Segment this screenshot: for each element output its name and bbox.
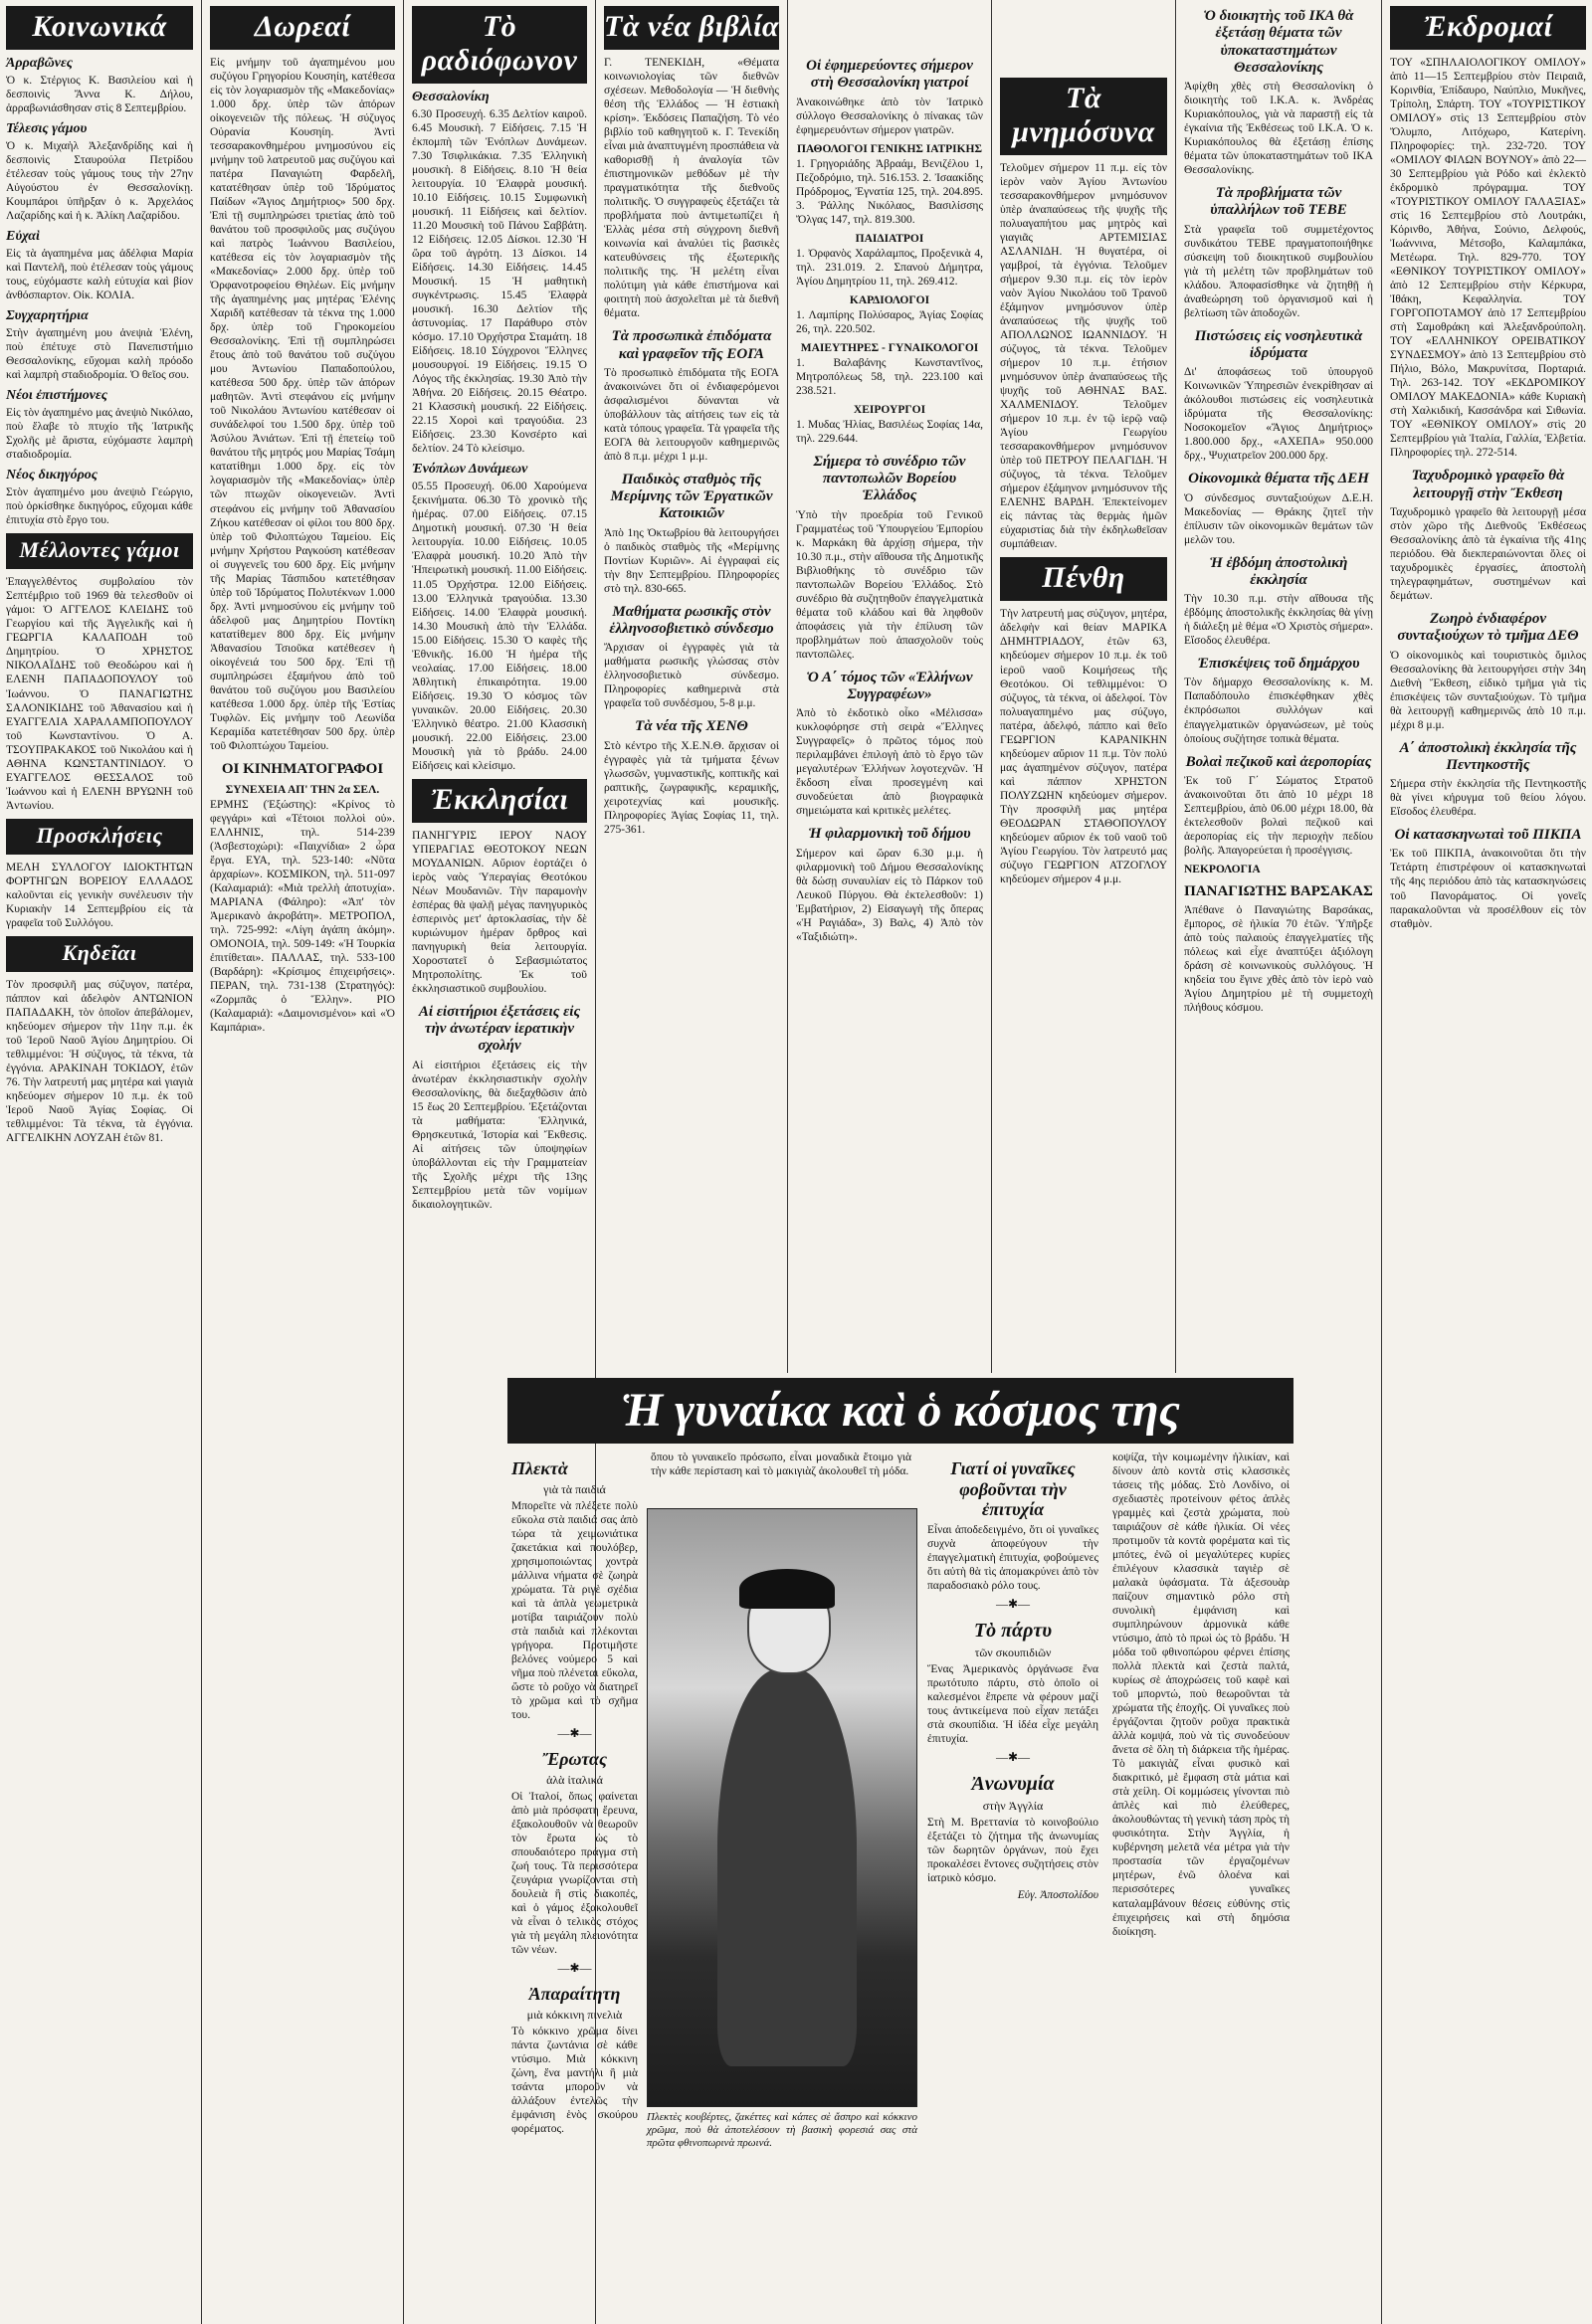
- article-subtitle: μιὰ κόκκινη πινελιὰ: [526, 2007, 623, 2022]
- section-title: Εὐχαὶ: [6, 229, 40, 245]
- article-title: Οἱ κατασκηνωταὶ τοῦ ΠΙΚΠΑ: [1394, 827, 1582, 844]
- article-title: Τὰ προσωπικὰ ἐπιδόματα καὶ γραφεῖον τῆς ΕΟΓΑ: [611, 328, 772, 362]
- list-heading: ΠΑΙΔΙΑΤΡΟΙ: [855, 232, 924, 245]
- article-text: Ἕνας Ἀμερικανὸς ὀργάνωσε ἕνα πρωτότυπο πάρτυ, στὸ ὁποῖο οἱ καλεσμένοι ἔπρεπε νὰ φέρουν μαζί τους ἀντικείμενα ποὺ εἶχαν πετάξει στὰ σκουπίδια. Ἡ ἰδέα εἶχε μεγάλη ἐπιτυχία.: [927, 1663, 1098, 1746]
- article-title: Ἔρωτας: [541, 1748, 608, 1769]
- column-doctors: [790, 0, 989, 1378]
- section-title: Συγχαρητήρια: [6, 308, 89, 324]
- doctor-list: 1. Γρηγοριάδης Ἀβραάμ, Βενιζέλου 1, Πεζοδρόμιο, τηλ. 516.153. 2. Ἰσαακίδης Πρόδρομος, Ἐγνατία 125, τηλ. 204.895. 3. Ῥάλλης Νικόλαος, Βασιλίσσης Ὄλγας 147, τηλ. 819.300.: [796, 157, 983, 226]
- article-title: Πλεκτὰ: [511, 1458, 568, 1478]
- women-section-title: Ἡ γυναίκα καὶ ὁ κόσμος της: [507, 1378, 1294, 1444]
- column-divider: [1175, 0, 1176, 1373]
- article-title: Ἡ φιλαρμονικὴ τοῦ δήμου: [808, 826, 971, 843]
- article-title: Ζωηρὸ ἐνδιαφέρον συνταξιούχων τὸ τμῆμα ΔΕΘ: [1397, 611, 1579, 645]
- article-title: Α΄ ἀποστολικὴ ἐκκλησία τῆς Πεντηκοστῆς: [1399, 739, 1577, 773]
- column-new-books: [598, 0, 785, 1378]
- article-text: Τὸ κόκκινο χρῶμα δίνει πάντα ζωντάνια σὲ κάθε ντύσιμο. Μιὰ κόκκινη ζώνη, ἕνα μαντήλι ἢ μιὰ τσάντα μποροῦν νὰ ἀλλάξουν ἐντελῶς τὴν ἐμφάνιση ἑνὸς σκούρου φορέματος.: [511, 2025, 638, 2135]
- article-text: Μπορεῖτε νὰ πλέξετε πολὺ εὔκολα στὰ παιδιά σας ἀπὸ τώρα τὰ χειμωνιάτικα ζακετάκια καὶ πουλόβερ, χρησιμοποιώντας χοντρὰ μάλλινα νήματα σὲ ζωηρὰ χρώματα. Τὰ ριγὲ σχέδια καὶ τὰ ἁπλὰ γεωμετρικὰ μοτίβα ταιριάζουν πολὺ στὰ παιδιὰ καὶ πλέκονται γρήγορα. Προτιμῆστε βελόνες νούμερο 5 καὶ νῆμα ποὺ πλένεται εὔκολα, ὥστε τὸ ροῦχο νὰ διατηρεῖ τὸ χρῶμα καὶ τὸ σχῆμα του.: [511, 1499, 638, 1721]
- article-title: Ταχυδρομικὸ γραφεῖο θὰ λειτουργῇ στὴν Ἔκθεση: [1411, 468, 1565, 501]
- section-text: Ὁ κ. Στέργιος Κ. Βασιλείου καὶ ἡ δεσποινὶς Ἄννα Κ. Δήλου, ἀρραβωνιάσθησαν στὶς 8 Σεπτεμβρίου.: [6, 75, 193, 115]
- article-text: Ἐκ τοῦ ΠΙΚΠΑ, ἀνακοινοῦται ὅτι τὴν Τετάρτη ἐπιστρέφουν οἱ κατασκηνωταὶ τῆς 4ης περιόδου ἀπὸ τὰς κατασκηνώσεις τοῦ Πανοράματος. Οἱ γονεῖς παρακαλοῦνται νὰ προσέλθουν εἰς τὸν σταθμὸν.: [1390, 848, 1586, 930]
- article-title: Μαθήματα ρωσικῆς στὸν ἑλληνοσοβιετικὸ σύνδεσμο: [609, 603, 774, 637]
- section-header-churches: Ἐκκλησίαι: [412, 779, 587, 823]
- article-text: Ὁ οἰκονομικὸς καὶ τουριστικὸς ὅμιλος Θεσσαλονίκης θὰ λειτουργήσει στὴν 34η Διεθνὴ Ἔκθεση, εἰδικὸ τμῆμα γιὰ τὶς ἐπισκέψεις τῶν συνταξιούχων. Τὸ τμῆμα θὰ λειτουργῇ καθημερινῶς ἀπὸ 10 π.μ. μέχρι 8 μ.μ.: [1390, 649, 1586, 731]
- invitations-text: ΜΕΛΗ ΣΥΛΛΟΓΟΥ ΙΔΙΟΚΤΗΤΩΝ ΦΟΡΤΗΓΩΝ ΒΟΡΕΙΟΥ ΕΛΛΑΔΟΣ καλοῦνται εἰς γενικὴν συνέλευσιν τὴν Κυριακὴν 14 Σεπτεμβρίου εἰς τὰ γραφεῖα τοῦ Συλλόγου.: [6, 861, 193, 929]
- article-text: Εἶναι ἀποδεδειγμένο, ὅτι οἱ γυναῖκες συχνὰ ἀποφεύγουν τὴν ἐπαγγελματικὴ ἐπιτυχία, φοβούμενες ὅτι αὐτὴ θὰ τὶς ἀπομακρύνει ἀπὸ τὸν παραδοσιακὸ ρόλο τους.: [927, 1524, 1098, 1593]
- article-title: Τὰ προβλήματα τῶν ὑπαλλήλων τοῦ ΤΕΒΕ: [1210, 185, 1347, 219]
- article-text: Τὸν δήμαρχο Θεσσαλονίκης κ. Μ. Παπαδόπουλο ἐπισκέφθηκαν χθὲς ἐκπρόσωποι συλλόγων καὶ ἐπαγγελματικῶν ὀργανώσεων, μὲ τοὺς ὁποίους συζήτησε τοπικὰ θέματα.: [1184, 677, 1373, 745]
- article-text: Ταχυδρομικὸ γραφεῖο θὰ λειτουργῇ μέσα στὸν χῶρο τῆς Διεθνοῦς Ἐκθέσεως Θεσσαλονίκης ἀπὸ τὰ ἐγκαίνια τῆς 41ης περιόδου. Θὰ διεκπεραιώνονται ὅλες οἱ ταχυδρομικὲς ἐργασίες, ἀποστολὴ τηλεγραφημάτων, συστημένων καὶ δεμάτων.: [1390, 505, 1586, 603]
- section-text: Εἰς τὰ ἀγαπημένα μας ἀδέλφια Μαρία καὶ Παντελῆ, ποὺ ἐτέλεσαν τοὺς γάμους τους, εὐχόμαστε καλὴ εὐτυχία καὶ βίον ἀνθόσπαρτον. Οἰκ. ΚΟΛΙΑ.: [6, 248, 193, 302]
- article-title: Βολαὶ πεζικοῦ καὶ ἀεροπορίας: [1185, 753, 1372, 770]
- article-text: Ἀνακοινώθηκε ἀπὸ τὸν Ἰατρικὸ σύλλογο Θεσσαλονίκης ὁ πίνακας τῶν ἐφημερευόντων σήμερον γιατρῶν.: [796, 96, 983, 136]
- separator-star: —✱—: [557, 1960, 592, 1975]
- article-text: Ὁ σύνδεσμος συνταξιούχων Δ.Ε.Η. Μακεδονίας — Θράκης ζητεῖ τὴν ἐπίλυσιν τῶν οἰκονομικῶν θεμάτων τῶν μελῶν του.: [1184, 491, 1373, 546]
- section-header-future-weddings: Μέλλοντες γάμοι: [6, 533, 193, 569]
- author-signature: Εὐγ. Ἀποστολίδου: [1017, 1889, 1098, 1902]
- separator-star: —✱—: [557, 1725, 592, 1740]
- column-excursions: [1384, 0, 1592, 2324]
- article-text: Ἀφίχθη χθὲς στὴ Θεσσαλονίκη ὁ διοικητὴς τοῦ Ι.Κ.Α. κ. Ἀνδρέας Κυριακόπουλος, γιὰ νὰ παραστῇ εἰς τὰ ἐγκαίνια τῆς Ἐκθέσεως τοῦ Ι.Κ.Α. Ὁ κ. Κυριακόπουλος θὰ ἐξετάσῃ ἐπίσης θέματα τῶν ὑποκαταστημάτων τοῦ ΙΚΑ Θεσσαλονίκης.: [1184, 81, 1373, 177]
- article-title: Πιστώσεις εἰς νοσηλευτικὰ ἱδρύματα: [1194, 327, 1363, 361]
- cinemas-text: ΕΡΜΗΣ (Ἐξώστης): «Κρίνος τὸ φεγγάρι» καὶ «Τέτοιοι πολλοὶ οὐ». ΕΛΛΗΝΙΣ, τηλ. 514-239 (Ἀσβεστοχώρι): «Παιχνίδια» 2 ὧρα ἔργα. ΕΥΑ, τηλ. 523-140: «Νῦτα ἀρχαρίων». ΚΟΣΜΙΚΟΝ, τηλ. 511-097 (Καλαμαριά): «Μιὰ τρελλὴ ἀποτυχία». ΜΑΡΙΑΝΑ (Φάληρο): «Ἀπ' τὸν Ἀμερικανὸ ἀκροβάτη». ΜΕΤΡΟΠΟΛ, τηλ. 725-992: «Λίγη ἀγάπη ἀκόμη». ΟΜΟΝΟΙΑ, τηλ. 509-149: «Ἡ Τουρκία ἐπιτίθεται». ΠΑΛΛΑΣ, τηλ. 533-100 (Βαρδάρη): «Κρίσιμος ἐπιχειρήσεις». ΠΕΡΑΝ, τηλ. 731-138 (Στρατηγός): «Ζορμπᾶς ὁ Ἕλλην». ΡΙΟ (Καλαμαριά): «Δαιμονισμένοι» καὶ «Ὁ Καμπάρια».: [210, 799, 395, 1035]
- article-text: Σήμερα στὴν ἐκκλησία τῆς Πεντηκοστῆς θὰ γίνει κήρυγμα τοῦ θείου λόγου. Εἴσοδος ἐλευθέρα.: [1390, 778, 1586, 819]
- doctor-list: 1. Λαμπίρης Πολύσαρος, Ἁγίας Σοφίας 26, τηλ. 220.502.: [796, 308, 983, 335]
- obituary-text: Ἀπέθανε ὁ Παναγιώτης Βαρσάκας, ἔμπορος, σὲ ἡλικία 70 ἐτῶν. Ὑπῆρξε ἀπὸ τοὺς παλαιοὺς ἐπαγγελματίες τῆς πόλεως καὶ εἶχε ἀναπτύξει ἀξιόλογη δράση σὲ κοινωνικοὺς συλλόγους. Ἡ κηδεία του ἔγινε χθὲς ἀπὸ τὸν ἱερὸ ναὸ Ἁγίου Δημητρίου μὲ τὴ συμμετοχὴ πλήθους κόσμου.: [1184, 904, 1373, 1015]
- article-text: Ἄρχισαν οἱ ἐγγραφὲς γιὰ τὰ μαθήματα ρωσικῆς γλώσσας στὸν ἑλληνοσοβιετικὸ σύνδεσμο. Πληροφορίες καθημερινὰ στὰ γραφεῖα τοῦ συνδέσμου, 5-8 μ.μ.: [604, 642, 779, 710]
- doctor-list: 1. Ὀρφανὸς Χαράλαμπος, Προξενικὰ 4, τηλ. 231.019. 2. Σπανοὺ Δήμητρα, Ἁγίου Δημητρίου 11, τηλ. 269.412.: [796, 247, 983, 288]
- section-header-mourning: Πένθη: [1000, 557, 1167, 601]
- article-text: Ἐκ τοῦ Γ΄ Σώματος Στρατοῦ ἀνακοινοῦται ὅτι ἀπὸ 10 μέχρι 18 Σεπτεμβρίου, ἀπὸ 06.00 μέχρι 18.00, θὰ ἐκτελεσθοῦν βολαὶ πεζικοῦ καὶ ἀεροπορίας εἰς τὴν περιοχὴν πεδίου βολῆς. Ἀπαγορεύεται ἡ προσέγγισις.: [1184, 774, 1373, 857]
- mourning-text: Τὴν λατρευτή μας σύζυγον, μητέρα, ἀδελφὴν καὶ θείαν ΜΑΡΙΚΑ ΔΗΜΗΤΡΙΑΔΟΥ, ἐτῶν 63, κηδεύομεν σήμερον 10 π.μ. ἐκ τοῦ ἱεροῦ ναοῦ Κοιμήσεως τῆς Θεοτόκου. Οἱ τεθλιμμένοι: Ὁ σύζυγος, τὰ τέκνα, οἱ ἀδελφοί. Τὸν πολυαγαπημένο μας σύζυγο, πατέρα, ἀδελφό, πάππο καὶ θεῖο ΓΕΩΡΓΙΟΝ ΚΑΡΑΝΙΚΗΝ κηδεύομεν αὔριον 11 π.μ. Τὸν πολύ μας ἀγαπημένον σύζυγον, πατέρα καὶ πάππον ΧΡΗΣΤΟΝ ΠΟΛΥΖΩΗΝ κηδεύομεν σήμερον. Τὴν προσφιλῆ μας μητέρα ΘΕΟΔΩΡΑΝ ΣΤΑΘΟΠΟΥΛΟΥ κηδεύομεν αὔριον ἐκ τοῦ ναοῦ τοῦ Ἁγίου Γεωργίου. Τὸν λατρευτό μας σύζυγο ΓΕΩΡΓΙΟΝ ΑΤΖΟΓΛΟΥ κηδεύομεν σήμερον 4 μ.μ.: [1000, 608, 1167, 885]
- column-social: [0, 0, 199, 2324]
- cinemas-subtitle: ΣΥΝΕΧΕΙΑ ΑΠ' ΤΗΝ 2α ΣΕΛ.: [225, 784, 380, 797]
- article-title: Οἱ ἐφημερεύοντες σήμερον στὴ Θεσσαλονίκη γιατροί: [806, 58, 973, 92]
- section-header-funerals: Κηδεῖαι: [6, 936, 193, 972]
- radio-schedule: 6.30 Προσευχή. 6.35 Δελτίον καιροῦ. 6.45 Μουσικὴ. 7 Εἰδήσεις. 7.15 Ἡ ἐκπομπὴ τῶν Ἐνόπλων Δυνάμεων. 7.30 Τσιφλικάκια. 7.35 Ἑλληνικὴ μουσικὴ. 8 Εἰδήσεις. 8.10 Ἡ θεία λειτουργία. 10 Ἐλαφρὰ μουσική. 10.10 Εἰδήσεις. 10.15 Συμφωνικὴ μουσική. 11 Εἰδήσεις καὶ δελτίον. 11.20 Μουσικὴ τοῦ Πάνου Σαββάτη. 12 Εἰδήσεις. 12.05 Δίσκοι. 12.30 Ἡ ὥρα τοῦ ἀγρότη. 13 Δίσκοι. 14 Εἰδήσεις. 14.30 Εἰδήσεις. 14.45 Μουσική. 15 Ἡ μαθητικὴ συγκέντρωσις. 15.45 Ἐλαφρὰ μουσική. 16.30 Δελτίον τῆς ἀστυνομίας. 17 Παράθυρο στὸν κόσμο. 17.10 Ὀρχήστρα Σταμάτη. 18 Εἰδήσεις. 18.10 Σύγχρονοι Ἕλληνες μουσουργοί. 19 Εἰδήσεις. 19.15 Ὁ Λόγος τῆς ἐκκλησίας. 19.30 Ἀπὸ τὴν Ἀθήνα. 20 Εἰδήσεις. 20.15 Θέατρο. 21 Κλασσικὴ μουσική. 22 Εἰδήσεις. 22.15 Χοροὶ καὶ τραγούδια. 23 Εἰδήσεις. 23.30 Κονσέρτο καὶ δελτίον. 24 Τὸ κλείσιμο.: [412, 108, 587, 456]
- funerals-text: Τὸν προσφιλῆ μας σύζυγον, πατέρα, πάππον καὶ ἀδελφὸν ΑΝΤΩΝΙΟΝ ΠΑΠΑΔΑΚΗ, τὸν ὁποῖον ἀπεβάλομεν, κηδεύομεν σήμερον τὴν 11ην π.μ. ἐκ τοῦ Ἱεροῦ Ναοῦ Ἁγίου Δημητρίου. Οἱ τεθλιμμένοι: Ἡ σύζυγος, τὰ τέκνα, τὰ ἐγγόνια. ΑΡΑΚΙΝΑΗ ΤΟΚΙΔΟΥ, ἐτῶν 76. Τὴν λατρευτή μας μητέρα καὶ γιαγιὰ κηδεύομεν σήμερον 10 π.μ. ἐκ τοῦ Ἱεροῦ Ναοῦ Ἁγίας Σοφίας. Οἱ τεθλιμμένοι: Τὰ τέκνα, τὰ ἐγγόνια. ΑΓΓΕΛΙΚΗΝ ΛΟΥΖΑΗ ἐτῶν 81.: [6, 978, 193, 1144]
- article-text: Αἱ εἰσιτήριοι ἐξετάσεις εἰς τὴν ἀνωτέραν ἐκκλησιαστικὴν σχολὴν Θεσσαλονίκης, θὰ διεξαχθῶσιν ἀπὸ 15 ἕως 20 Σεπτεμβρίου. Ἐξετάζονται τὰ μαθήματα: Ἑλληνικά, Θρησκευτικά, Ἱστορία καὶ Ἔκθεσις. Αἱ αἰτήσεις τῶν ὑποψηφίων ὑποβάλλονται εἰς τὴν Γραμματείαν τῆς Σχολῆς μέχρι τῆς 13ης Σεπτεμβρίου μετὰ τῶν νομίμων δικαιολογητικῶν.: [412, 1059, 587, 1211]
- donations-text: Εἰς μνήμην τοῦ ἀγαπημένου μου συζύγου Γρηγορίου Κουσηίη, κατέθεσα εἰς τὸν λογαριασμὸν τῆς «Μακεδονίας» 1.000 δρχ. ὑπὲρ τῶν ἀπόρων οἰκογενειῶν τῆς πόλεως. Ἡ σύζυγος Οὐρανία Κουσηίη. Ἀντὶ τεσσαρακονθημέρου μνημοσύνου εἰς μνήμην τοῦ λατρευτοῦ μας συζύγου καὶ πατέρα Παναγιώτη Φαρδελῆ, κατατέθησαν ὑπὲρ τοῦ Ἱδρύματος Παίδων «Ἅγιος Δημήτριος» 500 δρχ. Ἐπὶ τῇ συμπληρώσει τριετίας ἀπὸ τοῦ θανάτου τοῦ προσφιλοῦς μας συζύγου καὶ πατρὸς Ἰωάννου Βασιλείου, κατέθεσα εἰς τὸν λογαριασμὸν τῆς «Μακεδονίας» 2.000 δρχ. ὑπὲρ τοῦ Ὀρφανοτροφείου Θηλέων. Εἰς μνήμην τῆς ἀγαπημένης μας μητέρας Ἑλένης Χαριδῆ κατέθεσαν τὰ τέκνα της 1.000 δρχ. ὑπὲρ τοῦ Γηροκομείου Θεσσαλονίκης. Ἐπὶ τῇ συμπληρώσει ἔτους ἀπὸ τοῦ θανάτου τοῦ συζύγου μου Ἀντωνίου Παπαδοπούλου, κατέθεσα 500 δρχ. ὑπὲρ τῶν ἀπόρων μαθητῶν. Ἀντὶ στεφάνου εἰς μνήμην τοῦ Νικολάου Ἀντωνίου κατέθεσαν οἱ συνάδελφοί του 1.500 δρχ. ὑπὲρ τοῦ Ἀσύλου Ἀνιάτων. Ἐπὶ τῇ ἐπετείῳ τοῦ θανάτου τῆς μητρός μου Μαρίας Τσάμη κατατίθημι 1.000 δρχ. εἰς τὸν λογαριασμὸν τῆς «Μακεδονίας» ὑπὲρ τῶν πτωχῶν οἰκογενειῶν. Ἀντὶ στεφάνου εἰς μνήμην τοῦ Ἀθανασίου Ζήκου κατέθεσαν οἱ φίλοι του 800 δρχ. ὑπὲρ τοῦ Φιλοπτώχου Ταμείου. Εἰς μνήμην Χρήστου Ραγκούση κατέθεσαν οἱ συγγενεῖς του 600 δρχ. Εἰς μνήμην τῆς Μαρίας Τάσπιδου κατετέθησαν ὑπὲρ τοῦ Ἱδρύματος Πολυτέκνων 1.000 δρχ. Ἀντὶ μνημοσύνου εἰς μνήμην τοῦ ἀδελφοῦ μας Δημητρίου Ποντίκη κατατίθεμεν 800 δρχ. Εἰς μνήμην Ἀθανασίου Τσιοῦκα κατέθεσεν ἡ οἰκογένειά του 500 δρχ. Ἐπὶ τῇ συμπληρώσει ἐξαμήνου ἀπὸ τοῦ θανάτου τοῦ συζύγου μου Βασιλείου κατέθεσα 1.000 δρχ. ὑπὲρ τῆς Ἑστίας Τυφλῶν. Εἰς μνήμην τοῦ Λεωνίδα Κεραμίδα κατετέθησαν 500 δρχ. ὑπὲρ τοῦ Φιλοπτώχου Ταμείου.: [210, 57, 395, 752]
- article-title: Γιατί οἱ γυναῖκες φοβοῦνται τὴν ἐπιτυχία: [950, 1458, 1076, 1520]
- article-title: Οἰκονομικὰ θέματα τῆς ΔΕΗ: [1188, 471, 1369, 487]
- women-column-a: [507, 1451, 642, 2324]
- separator-star: —✱—: [995, 1597, 1031, 1612]
- article-title: Τὰ νέα τῆς ΧΕΝΘ: [635, 718, 748, 735]
- article-subtitle: τῶν σκουπιδιῶν: [974, 1646, 1052, 1660]
- photo-caption: Πλεκτὲς κουβέρτες, ζακέττες καὶ κάπες σὲ ἄσπρο καὶ κόκκινο χρῶμα, ποὺ θὰ ἀποτελέσουν τὴ βασικὴ φορεσιά σας στὰ πρῶτα φθινοπωρινὰ πρωινά.: [647, 2111, 917, 2150]
- column-divider: [201, 0, 202, 2324]
- excursions-text: ΤΟΥ «ΣΠΗΛΑΙΟΛΟΓΙΚΟΥ ΟΜΙΛΟΥ» ἀπὸ 11—15 Σεπτεμβρίου στὸν Πειραιᾶ, Κορινθία, Ἐπίδαυρο, Ναύπλιο, Μυκῆνες, Τρίπολη, Σπάρτη. ΤΟΥ «ΤΟΥΡΙΣΤΙΚΟΥ ΟΜΙΛΟΥ» στὶς 13 Σεπτεμβρίου στὸν Ὄλυμπο, Λιτόχωρο, Κατερίνη. Πληροφορίες: τηλ. 232-720. ΤΟΥ «ΟΜΙΛΟΥ ΦΙΛΩΝ ΒΟΥΝΟΥ» ἀπὸ 22—30 Σεπτεμβρίου γιὰ Ρόδο καὶ ἐκλεκτὸ ἐκδρομικὸ πρόγραμμα. ΤΟΥ «ΤΟΥΡΙΣΤΙΚΟΥ ΟΜΙΛΟΥ ΓΑΛΑΞΙΑΣ» στὶς 16 Σεπτεμβρίου στὸ Λουτράκι, Κόρινθο, Ἀθήνα, Σούνιο, Δελφούς, Ἰωάννινα, Μέτσοβο, Καλαμπάκα, Μετέωρα. Τηλ. 829-770. ΤΟΥ «ΕΘΝΙΚΟΥ ΤΟΥΡΙΣΤΙΚΟΥ ΟΜΙΛΟΥ» ἀπὸ 12 Σεπτεμβρίου στὴν Κέρκυρα, Ἰθάκη, Κεφαλληνία. ΤΟΥ ΓΟΡΓΟΠΟΤΑΜΟΥ ἀπὸ 17 Σεπτεμβρίου στὴ Σαμοθράκη καὶ Ἀλεξανδρούπολη. ΤΟΥ «ΕΛΛΗΝΙΚΟΥ ΟΡΕΙΒΑΤΙΚΟΥ ΣΥΝΔΕΣΜΟΥ» ἀπὸ 13 Σεπτεμβρίου στὸ Πήλιο, Βόλο, Μακρυνίτσα, Πορταριά. Τηλ. 263-142. ΤΟΥ «ΕΚΔΡΟΜΙΚΟΥ ΟΜΙΛΟΥ ΜΑΚΕΔΟΝΙΑ» κάθε Κυριακὴ στὴ Χαλκιδική, Κασσάνδρα καὶ Σιθωνία. ΤΟΥ «ΕΘΝΙΚΟΥ ΟΜΙΛΟΥ» στὶς 20 Σεπτεμβρίου γιὰ Ἰταλία, Γαλλία, Ἑλβετία. Πληροφορίες τηλ. 272-514.: [1390, 57, 1586, 460]
- article-title: Τὸ πάρτυ: [973, 1620, 1053, 1643]
- article-text: Οἱ Ἰταλοί, ὅπως φαίνεται ἀπὸ μιὰ πρόσφατη ἔρευνα, ἐξακολουθοῦν νὰ θεωροῦν τὸν ἔρωτα ὡς τὸ σπουδαιότερο πράγμα στὴ ζωή τους. Τὰ περισσότερα ζευγάρια γνωρίζονται στὴ δουλειὰ ἢ στὶς διακοπές, καὶ ὁ γάμος ἐξακολουθεῖ νὰ εἶναι ὁ τελικὸς στόχος γιὰ τὴ μεγάλη πλειονότητα τῶν νέων.: [511, 1790, 638, 1956]
- women-column-b: [923, 1451, 1102, 2324]
- obituary-name: ΠΑΝΑΓΙΩΤΗΣ ΒΑΡΣΑΚΑΣ: [1184, 882, 1373, 899]
- list-heading: ΜΑΙΕΥΤΗΡΕΣ - ΓΥΝΑΙΚΟΛΟΓΟΙ: [800, 341, 979, 354]
- books-text: Γ. ΤΕΝΕΚΙΔΗ, «Θέματα κοινωνιολογίας τῶν διεθνῶν σχέσεων. Μεθοδολογία — Ἡ διεθνὴς θέση τῆς Ἑλλάδος — Ἡ ἑστιακὴ κρίση». Ἐκδόσεις Παπαζήση. Τὸ νέο βιβλίο τοῦ καθηγητοῦ κ. Γ. Τενεκίδη εἶναι μιὰ ἀναπτυγμένη προσπάθεια νὰ καθορισθῇ ἡ ἀναλογία τῶν ἐπιστημονικῶν μεθόδων μὲ τὴν πραγματικότητα τῆς διεθνοῦς πολιτικῆς. Ὁ συγγραφεὺς ἐξετάζει τὰ προβλήματα ποὺ ἀντιμετωπίζει ἡ Ἑλλὰς μέσα στὴ σύγχρονη διεθνῆ κοινωνία καὶ ἀναλύει τὶς βασικὲς κατευθύνσεις τῆς ἐξωτερικῆς πολιτικῆς της. Ἡ μελέτη εἶναι πολύτιμη γιὰ κάθε ἐπιστήμονα καὶ φοιτητὴ ποὺ ἀσχολεῖται μὲ τὰ διεθνῆ θέματα.: [604, 57, 779, 320]
- article-subtitle: στὴν Ἀγγλία: [982, 1799, 1044, 1814]
- column-divider: [1381, 0, 1382, 2324]
- station-name: Ἐνόπλων Δυνάμεων: [412, 462, 528, 478]
- separator-star: —✱—: [995, 1750, 1031, 1765]
- section-title: Τέλεσις γάμου: [6, 121, 88, 137]
- section-header-memorials: Τὰ μνημόσυνα: [1000, 78, 1167, 155]
- station-name: Θεσσαλονίκη: [412, 90, 490, 104]
- women-column-b-top: [647, 1451, 915, 1506]
- list-heading: ΚΑΡΔΙΟΛΟΓΟΙ: [849, 293, 930, 306]
- photo-figure-body: [717, 1668, 857, 2066]
- section-title: Ἀρραβῶνες: [6, 56, 73, 71]
- section-header-donations: Δωρεαί: [210, 6, 395, 50]
- section-header-excursions: Ἐκδρομαί: [1390, 6, 1586, 50]
- women-section: [507, 1451, 1294, 2324]
- article-subtitle: γιὰ τὰ παιδιά: [543, 1481, 606, 1496]
- article-text: Ἀπὸ 1ης Ὀκτωβρίου θὰ λειτουργήσει ὁ παιδικὸς σταθμὸς τῆς «Μερίμνης Ποντίων Κυριῶν». Αἱ ἐγγραφαὶ εἰς τὴν 8ην Σεπτεμβρίου. Πληροφορίες στὸ τηλ. 830-665.: [604, 526, 779, 595]
- obituary-heading: ΝΕΚΡΟΛΟΓΙΑ: [1184, 863, 1261, 875]
- column-divider: [787, 0, 788, 1373]
- section-header-new-books: Τὰ νέα βιβλία: [604, 6, 779, 50]
- article-text: Ὑπὸ τὴν προεδρία τοῦ Γενικοῦ Γραμματέως τοῦ Ὑπουργείου Ἐμπορίου κ. Μαρκάκη θὰ ἀρχίσῃ σήμερα, τὴν 10.30 π.μ., στὴν αἴθουσα τῆς Δημοτικῆς Βιβλιοθήκης τὸ συνέδριο τῶν παντοπωλῶν Βορείου Ἑλλάδος. Στὸ συνέδριο θὰ συζητηθοῦν ἐπαγγελματικὰ θέματα τοῦ κλάδου καὶ θὰ ληφθοῦν ἀποφάσεις γιὰ τὴν ἐπίλυση τῶν προβλημάτων ποὺ ἀπασχολοῦν τοὺς παντοπῶλες.: [796, 508, 983, 661]
- column-donations: [204, 0, 401, 2324]
- article-title: Παιδικὸς σταθμὸς τῆς Μερίμνης τῶν Ἐργατικῶν Κατοικιῶν: [610, 471, 773, 522]
- section-header-social: Κοινωνικά: [6, 6, 193, 50]
- section-text: Εἰς τὸν ἀγαπημένο μας ἀνεψιὸ Νικόλαο, ποὺ ἔλαβε τὸ πτυχίο τῆς Ἰατρικῆς Σχολῆς μὲ ἄριστα, εὐχόμαστε λαμπρὴ σταδιοδρομία.: [6, 407, 193, 462]
- column-divider: [403, 0, 404, 2324]
- doctor-list: 1. Μυδας Ἠλίας, Βασιλέως Σοφίας 14α, τηλ. 229.644.: [796, 418, 983, 445]
- article-text: Σήμερον καὶ ὥραν 6.30 μ.μ. ἡ φιλαρμονικὴ τοῦ Δήμου Θεσσαλονίκης θὰ δώσῃ συναυλίαν εἰς τὸ Πάρκον τοῦ Λευκοῦ Πύργου. Θὰ ἐκτελεσθοῦν: 1) Ἐμβατήριον, 2) Εἰσαγωγὴ τῆς ὄπερας «Ἡ Ραγιάδα», 3) Βαλς, 4) Ἀπὸ τὸν «Ταξιδιώτη».: [796, 847, 983, 943]
- column-memorials: [994, 0, 1173, 1378]
- article-title: Ἡ ἐβδόμη ἀποστολικὴ ἐκκλησία: [1209, 554, 1348, 588]
- article-title: Ὁ διοικητὴς τοῦ ΙΚΑ θὰ ἐξετάσῃ θέματα τῶν ὑποκαταστημάτων Θεσσαλονίκης: [1203, 8, 1354, 76]
- doctor-list: 1. Βαλαβάνης Κωνσταντῖνος, Μητροπόλεως 58, τηλ. 223.100 καὶ 238.521.: [796, 356, 983, 397]
- radio-schedule: 05.55 Προσευχή. 06.00 Χαρούμενα ξεκινήματα. 06.30 Τὸ χρονικὸ τῆς ἡμέρας. 07.00 Εἰδήσεις. 07.15 Δημοτικὴ μουσική. 07.30 Ἡ θεία λειτουργία. 10.00 Εἰδήσεις. 10.05 Ἐλαφρὰ μουσική. 10.20 Ἀπὸ τὴν Ἡπειρωτικὴ μουσική. 11.00 Εἰδήσεις. 11.05 Ὀρχήστρα. 12.00 Εἰδήσεις. 13.00 Ἐλληνικὰ τραγούδια. 13.30 Εἰδήσεις. 14.00 Ἐλαφρὰ μουσική. 14.30 Μουσικὴ ἀπὸ τὴν Ἑλλάδα. 15.00 Εἰδήσεις. 15.30 Ὁ καφὲς τῆς Ἐθνικῆς. 16.00 Ἡ ἡμέρα τῆς νεολαίας. 17.00 Εἰδήσεις. 18.00 Ἀθλητικὴ ἐπικαιρότητα. 19.00 Εἰδήσεις. 19.30 Ὁ κόσμος τῶν γυναικῶν. 20.00 Εἰδήσεις. 20.30 Ἑλληνικὸ θέατρο. 21.00 Κλασσικὴ μουσική. 22.00 Εἰδήσεις. 23.00 Μουσικὴ γιὰ τὸ βράδυ. 24.00 Εἰδήσεις καὶ κλείσιμο.: [412, 481, 587, 772]
- section-text: Στὸν ἀγαπημένο μου ἀνεψιὸ Γεώργιο, ποὺ ὁρκίσθηκε δικηγόρος, εὔχομαι κάθε ἐπιτυχία στὸ ἔργο του.: [6, 486, 193, 527]
- cinemas-title: ΟΙ ΚΙΝΗΜΑΤΟΓΡΑΦΟΙ: [221, 760, 384, 777]
- section-header-invitations: Προσκλήσεις: [6, 819, 193, 855]
- article-title: Αἱ εἰσιτήριοι ἐξετάσεις εἰς τὴν ἀνωτέραν ἱερατικὴν σχολήν: [418, 1003, 581, 1055]
- list-heading: ΠΑΘΟΛΟΓΟΙ ΓΕΝΙΚΗΣ ΙΑΤΡΙΚΗΣ: [796, 142, 983, 155]
- article-title: Ὁ Α΄ τόμος τῶν «Ἑλλήνων Συγγραφέων»: [806, 669, 973, 702]
- article-text: Ἀπὸ τὸ ἐκδοτικὸ οἶκο «Μέλισσα» κυκλοφόρησε στὴ σειρὰ «Ἕλληνες Συγγραφεῖς» ὁ πρῶτος τόμος ποὺ περιλαμβάνει ἐπιλογὴ ἀπὸ τὸ ἔργο τῶν μεγαλυτέρων Ἑλλήνων λογοτεχνῶν. Ἡ ἔκδοση εἶναι προσεγμένη καὶ συνοδεύεται ἀπὸ βιογραφικὰ σημειώματα καὶ κριτικὲς μελέτες.: [796, 707, 983, 818]
- article-title: Ἀνωνυμία: [971, 1773, 1055, 1796]
- article-text: Στὴ Μ. Βρεττανία τὸ κοινοβούλιο ἐξετάζει τὸ ζήτημα τῆς ἀνωνυμίας τῶν δωρητῶν ὀργάνων, ποὺ ἔχει προκαλέσει ἔντονες συζητήσεις στὸν ἰατρικὸ κόσμο.: [927, 1817, 1098, 1885]
- article-title: Ἐπισκέψεις τοῦ δημάρχου: [1197, 656, 1360, 673]
- article-text: Στὸ κέντρο τῆς Χ.Ε.Ν.Θ. ἄρχισαν οἱ ἐγγραφὲς γιὰ τὰ τμήματα ξένων γλωσσῶν, γυμναστικῆς, κοπτικῆς καὶ ραπτικῆς, ζωγραφικῆς, κεραμικῆς, χειροτεχνίας καὶ μουσικῆς. Πληροφορίες Ἁγίας Σοφίας 11, τηλ. 275-361.: [604, 739, 779, 836]
- article-text: ὅπου τὸ γυναικεῖο πρόσωπο, εἶναι μοναδικὰ ἔτοιμο γιὰ τὴν κάθε περίσταση καὶ τὸ μακιγιὰζ ἀκολουθεῖ τὴ μόδα.: [651, 1452, 911, 1478]
- column-divider: [991, 0, 992, 1373]
- article-text: Τὸ προσωπικὸ ἐπιδόματα τῆς ΕΟΓΑ ἀνακοινώνει ὅτι οἱ ἐνδιαφερόμενοι ἀσφαλισμένοι δύνανται νὰ ὑποβάλλουν τὰς αἰτήσεις των εἰς τὰ κατὰ τόπους γραφεῖα. Τὰ γραφεῖα τῆς ΕΟΓΑ θὰ λειτουργοῦν καθημερινῶς ἀπὸ 8 π.μ. μέχρι 1 μ.μ.: [604, 366, 779, 463]
- woman-photo: [647, 1508, 917, 2107]
- photo-figure-hat: [739, 1569, 835, 1609]
- list-heading: ΧΕΙΡΟΥΡΓΟΙ: [853, 403, 926, 416]
- section-text: Ὁ κ. Μιχαὴλ Ἀλεξανδρίδης καὶ ἡ δεσποινὶς Σταυρούλα Πετρίδου ἐτέλεσαν τοὺς γάμους τους τὴν 27ην Αὐγούστου ἐν Θεσσαλονίκῃ. Κουμπάροι ὑπῆρξαν ὁ κ. Ἀρχελάος Λαζαρίδης καὶ ἡ κ. Ἀλίκη Λαζαρίδου.: [6, 140, 193, 223]
- future-weddings-text: Ἐπαγγελθέντος συμβολαίου τὸν Σεπτέμβριο τοῦ 1969 θὰ τελεσθοῦν οἱ γάμοι: Ὁ ΑΓΓΕΛΟΣ ΚΛΕΙΔΗΣ τοῦ Γεωργίου καὶ τῆς Ἀγγελικῆς καὶ ἡ ΓΕΩΡΓΙΑ ΚΑΛΑΠΟΔΗ τοῦ Δημητρίου. Ὁ ΧΡΗΣΤΟΣ ΝΙΚΟΛΑΪΔΗΣ τοῦ Θεοδώρου καὶ ἡ ΕΛΕΝΗ ΠΑΠΑΔΟΠΟΥΛΟΥ τοῦ Ἰωάννου. Ὁ ΠΑΝΑΓΙΩΤΗΣ ΣΑΛΟΝΙΚΙΔΗΣ τοῦ Ἀθανασίου καὶ ἡ ΕΥΑΓΓΕΛΙΑ ΧΑΡΑΛΑΜΠΟΠΟΥΛΟΥ τοῦ Κωνσταντίνου. Ὁ Α. ΤΣΟΥΠΡΑΚΑΚΟΣ τοῦ Νικολάου καὶ ἡ ΑΘΗΝΑ ΚΩΝΣΤΑΝΤΙΝΙΔΟΥ. Ὁ ΕΥΑΓΓΕΛΟΣ ΘΕΣΣΑΛΟΣ τοῦ Ἰωάννου καὶ ἡ ΕΛΕΝΗ ΒΡΥΩΝΗ τοῦ Ἀντωνίου.: [6, 576, 193, 812]
- women-column-c: [1108, 1451, 1294, 2324]
- section-title: Νέοι ἐπιστήμονες: [6, 388, 107, 404]
- section-title: Νέος δικηγόρος: [6, 468, 99, 484]
- article-title: Ἀπαραίτητη: [528, 1983, 621, 2004]
- article-text: Δι' ἀποφάσεως τοῦ ὑπουργοῦ Κοινωνικῶν Ὑπηρεσιῶν ἐνεκρίθησαν αἱ ἀκόλουθοι πιστώσεις εἰς νοσηλευτικὰ ἱδρύματα τῆς Θεσσαλονίκης: Νοσοκομεῖον «Ἅγιος Δημήτριος» 1.800.000 δρχ., «ΑΧΕΠΑ» 950.000 δρχ., Ψυχιατρεῖον 200.000 δρχ.: [1184, 366, 1373, 463]
- article-subtitle: ἀλὰ ἰταλικά: [546, 1772, 603, 1787]
- section-header-radio: Τὸ ραδιόφωνον: [412, 6, 587, 84]
- article-text: Στὰ γραφεῖα τοῦ συμμετέχοντος συνδικάτου ΤΕΒΕ πραγματοποιήθηκε σύσκεψη τοῦ διοικητικοῦ συμβουλίου γιὰ τὴ μελέτη τῶν προβλημάτων τοῦ κλάδου. Ἀποφασίσθηκε νὰ ζητηθῇ ἡ ἀναθεώρηση τοῦ ὀργανισμοῦ καὶ ἡ βελτίωση τῶν ἀποδοχῶν.: [1184, 223, 1373, 319]
- article-title: Σήμερα τὸ συνέδριο τῶν παντοπωλῶν Βορείου Ἑλλάδος: [813, 453, 966, 504]
- memorials-text: Τελοῦμεν σήμερον 11 π.μ. εἰς τὸν ἱερὸν ναὸν Ἀγίου Ἀντωνίου τεσσαρακονθήμερον μνημόσυνον ὑπὲρ ἀναπαύσεως τῆς ψυχῆς τῆς πολυαγαπήτου μας μητρὸς καὶ γιαγιᾶς ΑΡΤΕΜΙΣΙΑΣ ΑΣΛΑΝΙΔΗ. Ἡ θυγατέρα, οἱ γαμβροί, τὰ ἐγγόνια. Τελοῦμεν σήμερον 9.30 π.μ. εἰς τὸν ἱερὸν ναὸν Ἁγίου Νικολάου τοῦ Τρανοῦ ἐξάμηνον μνημόσυνον ὑπὲρ ἀναπαύσεως τῆς ψυχῆς τοῦ ΑΠΟΛΛΩΝΟΣ ΙΩΑΝΝΙΔΟΥ. Ἡ σύζυγος, τὰ τέκνα. Τελοῦμεν σήμερον 10 π.μ. ἐτήσιον μνημόσυνον ὑπὲρ ἀναπαύσεως τῆς ψυχῆς τοῦ ΑΘΗΝΑΣ ΒΑΣ. ΧΑΛΜΕΝΙΔΟΥ. Τελοῦμεν σήμερον 10 π.μ. ἐν τῷ ἱερῷ ναῷ Ἁγίου Γεωργίου τεσσαρακονθήμερον μνημόσυνον ὑπὲρ τοῦ ΠΕΤΡΟΥ ΠΕΛΑΓΙΔΗ. Ἡ σύζυγος, τὰ τέκνα. Τελοῦμεν σήμερον ἐξάμηνον μνημόσυνον τῆς ΕΛΕΝΗΣ ΒΑΡΔΗ. Ἐπεκτείνομεν εἰς πάντας τὰς θερμὰς ἡμῶν εὐχαριστίας διὰ τὴν ἐκδηλωθεῖσαν συμπάθειαν.: [1000, 162, 1167, 551]
- churches-text: ΠΑΝΗΓΥΡΙΣ ΙΕΡΟΥ ΝΑΟΥ ΥΠΕΡΑΓΙΑΣ ΘΕΟΤΟΚΟΥ ΝΕΩΝ ΜΟΥΔΑΝΙΩΝ. Αὔριον ἑορτάζει ὁ ἱερὸς ναὸς Ὑπεραγίας Θεοτόκου Νέων Μουδανιῶν. Τὴν παραμονὴν ἑσπέρας θὰ ψαλῇ μέγας πανηγυρικὸς ἑσπερινὸς μετ' ἀρτοκλασίας, τὴν δὲ κυριώνυμον ἡμέραν ὄρθρος καὶ πανηγυρικὴ θεία λειτουργία. Χοροστατεῖ ὁ Σεβασμιώτατος Μητροπολίτης. Ἐκ τοῦ ἐκκλησιαστικοῦ συμβουλίου.: [412, 829, 587, 995]
- section-text: Στὴν ἀγαπημένη μου ἀνεψιὰ Ἑλένη, ποὺ ἐπέτυχε στὸ Πανεπιστήμιο Θεσσαλονίκης, εὔχομαι καλὴ πρόοδο καὶ λαμπρὴ σταδιοδρομία. Ὁ θεῖος σου.: [6, 327, 193, 382]
- article-text: Τὴν 10.30 π.μ. στὴν αἴθουσα τῆς ἐβδόμης ἀποστολικῆς ἐκκλησίας θὰ γίνῃ ἡ διάλεξη μὲ θέμα «Ὁ Χριστὸς σήμερα». Εἴσοδος ἐλευθέρα.: [1184, 593, 1373, 648]
- article-text: κοψίζα, τὴν κοιμωμένην ἠλικίαν, καὶ δίνουν ἀπὸ κοντὰ στὶς κλασσικὲς τάσεις τῆς μόδας. Στὸ Λονδίνο, οἱ σχεδιαστὲς προτείνουν φέτος ἁπλὲς γραμμὲς καὶ ζεστὰ χρώματα, ποὺ ταιριάζουν σὲ κάθε ἡλικία. Οἱ νέες προτιμοῦν τὰ κοντὰ φορέματα καὶ τὶς μπότες, ἐνῶ οἱ μεγαλύτερες κυρίες ἐπιλέγουν κλασσικὰ ταγιὲρ σὲ μαλακὰ ὑφάσματα. Τὰ ἀξεσουὰρ παίζουν σημαντικὸ ρόλο στὴ συνολικὴ ἐμφάνιση καὶ συμπληρώνουν ἁρμονικὰ κάθε ντύσιμο, ἀπὸ τὸ πρωὶ ὡς τὸ βράδυ. Ἡ μόδα τοῦ φθινοπώρου φέρνει ἐπίσης πολλὰ πλεκτὰ καὶ ζεστὰ παλτά, κυρίως σὲ ἀποχρώσεις τοῦ καφὲ καὶ τοῦ μπορντώ, ποὺ θεωροῦνται τὰ χρώματα τῆς ἐποχῆς. Οἱ γυναῖκες ποὺ ἐργάζονται ζητοῦν ροῦχα πρακτικὰ ἀλλὰ κομψά, ποὺ νὰ τὶς συνοδεύουν ἄνετα σὲ ὅλη τὴ διάρκεια τῆς ἡμέρας. Τὸ μακιγιὰζ εἶναι φυσικὸ καὶ διακριτικό, μὲ ἔμφαση στὰ μάτια καὶ στὰ χείλη. Οἱ κομμώσεις γίνονται πιὸ ἁπλὲς καὶ πιὸ ἐλεύθερες, ἀκολουθώντας τὴ γενικὴ τάση πρὸς τὴ φυσικότητα. Στὴν Ἀγγλία, ἡ κυβέρνηση μελετᾶ νέα μέτρα γιὰ τὴν προστασία τῶν ἐργαζομένων μητέρων, ἐνῶ ὁλοένα καὶ περισσότερες γυναῖκες καταλαμβάνουν θέσεις εὐθύνης στὶς ἐπιχειρήσεις καὶ στὴ δημόσια διοίκηση.: [1112, 1452, 1290, 1938]
